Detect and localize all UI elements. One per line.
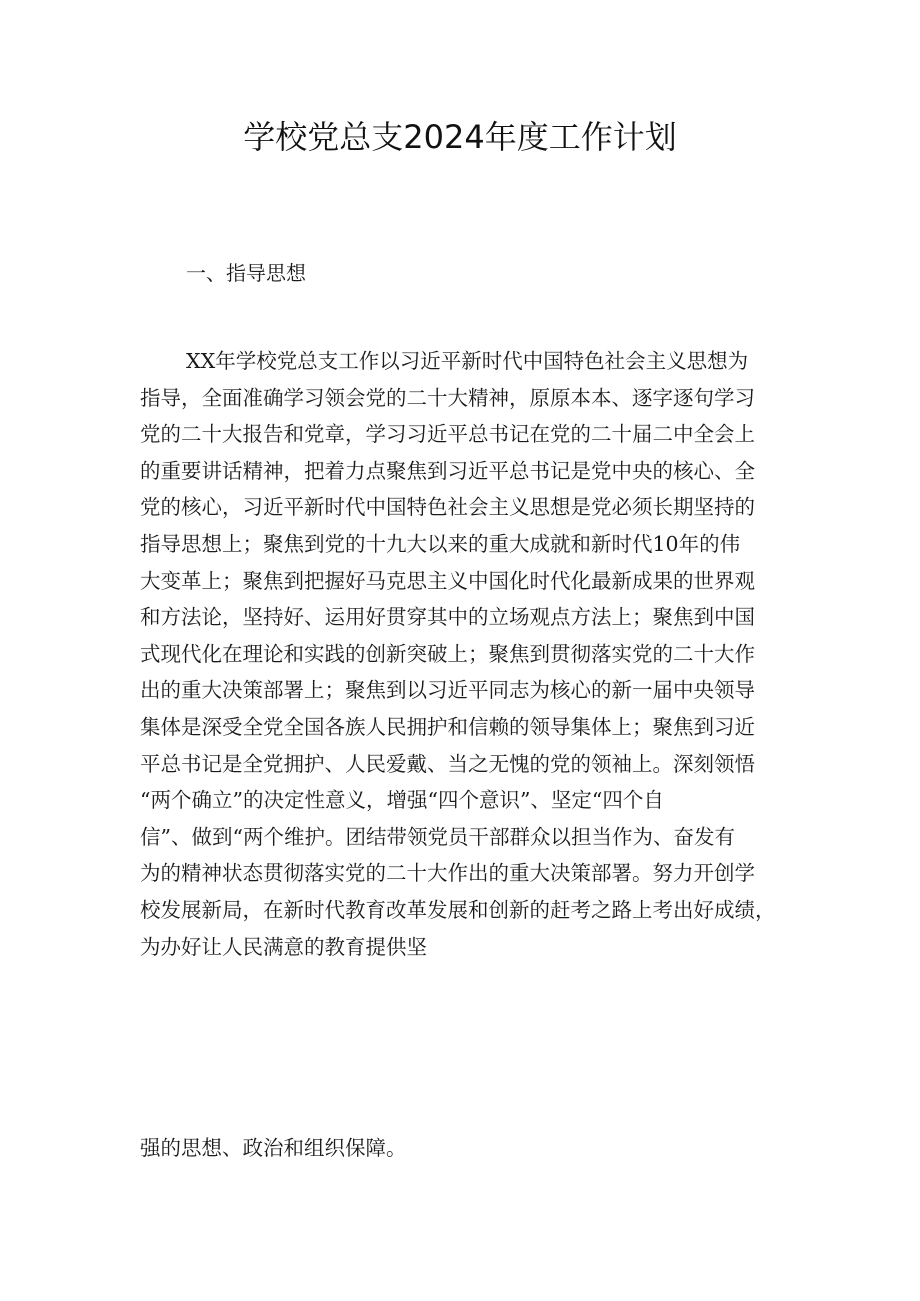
paragraph-line: 校发展新局，在新时代教育改革发展和创新的赶考之路上考出好成绩，: [140, 897, 776, 922]
paragraph-line: 的重要讲话精神，把着力点聚焦到习近平总书记是党中央的核心、全: [140, 458, 755, 483]
paragraph-line: 为的精神状态贯彻落实党的二十大作出的重大决策部署。努力开创学: [140, 861, 755, 886]
paragraph-line: 指导，全面准确学习领会党的二十大精神，原原本本、逐字逐句学习: [140, 385, 755, 410]
paragraph-line: 出的重大决策部署上；聚焦到以习近平同志为核心的新一届中央领导: [140, 678, 755, 703]
paragraph-line: 指导思想上；聚焦到党的十九大以来的重大成就和新时代10年的伟: [140, 531, 741, 556]
paragraph-line: 党的核心，习近平新时代中国特色社会主义思想是党必须长期坚持的: [140, 495, 755, 520]
section-heading: 一、指导思想: [186, 261, 306, 285]
paragraph-line: 平总书记是全党拥护、人民爱戴、当之无愧的党的领袖上。深刻领悟: [140, 751, 755, 776]
continued-paragraph-line: 强的思想、政治和组织保障。: [140, 1136, 407, 1160]
body-paragraph: [140, 343, 786, 965]
paragraph-line: XX年学校党总支工作以习近平新时代中国特色社会主义思想为: [186, 349, 749, 373]
paragraph-line: 大变革上；聚焦到把握好马克思主义中国化时代化最新成果的世界观: [140, 568, 755, 593]
document-title: 学校党总支2024年度工作计划: [243, 118, 677, 156]
paragraph-line: 集体是深受全党全国各族人民拥护和信赖的领导集体上；聚焦到习近: [140, 714, 755, 739]
paragraph-line: 式现代化在理论和实践的创新突破上；聚焦到贯彻落实党的二十大作: [140, 641, 755, 666]
paragraph-line: 和方法论，坚持好、运用好贯穿其中的立场观点方法上；聚焦到中国: [140, 605, 755, 630]
paragraph-line: 党的二十大报告和党章，学习习近平总书记在党的二十届二中全会上: [140, 422, 755, 447]
paragraph-line: “两个确立”的决定性意义，增强“四个意识”、坚定“四个自: [140, 788, 664, 813]
paragraph-line: 为办好让人民满意的教育提供坚: [140, 934, 427, 959]
paragraph-line: 信”、做到“两个维护。团结带领党员干部群众以担当作为、奋发有: [140, 824, 735, 849]
